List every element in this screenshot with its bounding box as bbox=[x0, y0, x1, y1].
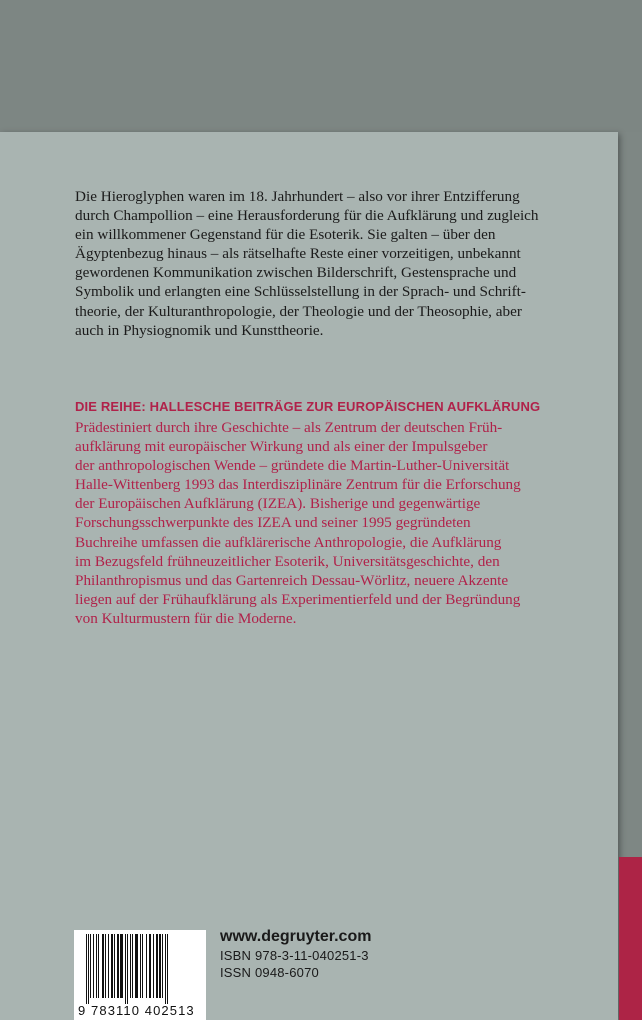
isbn-barcode bbox=[74, 930, 206, 1020]
accent-strip bbox=[619, 857, 642, 1020]
barcode-bar bbox=[137, 934, 138, 998]
barcode-bar bbox=[159, 934, 161, 998]
barcode-bar bbox=[93, 934, 94, 998]
barcode-bar bbox=[125, 934, 126, 1004]
barcode-bar bbox=[142, 934, 143, 998]
series-heading: DIE REIHE: HALLESCHE BEITRÄGE ZUR EUROPÄISCHEN AUFKLÄRUNG bbox=[75, 399, 541, 414]
series-description: Prädestiniert durch ihre Geschichte – als Zentrum der deutschen Früh- aufklärung mit europäischer Wirkung und als einer der Impulsgeber der anthropologischen Wende – gründete die Martin-Luther-Universität Halle-Wittenberg 1993 das Interdisziplinäre Zentrum für die Erforschung der Europäischen Aufklärung (IZEA). Bisherige und gegenwärtige Forschungsschwerpunkte des IZEA und seiner 1995 gegründeten Buchreihe umfassen die aufklärerische Anthropologie, die Aufklärung im Bezugsfeld frühneuzeitlicher Esoterik, Universitätsgeschichte, den Philanthropismus und das Gartenreich Dessau-Wörlitz, neuere Akzente liegen auf der Frühaufklärung als Experimentierfeld und der Begründung von Kulturmustern für die Moderne. bbox=[75, 419, 521, 627]
barcode-bar bbox=[156, 934, 158, 998]
barcode-bar bbox=[105, 934, 106, 998]
issn-number: ISSN 0948-6070 bbox=[220, 965, 319, 980]
barcode-bar bbox=[111, 934, 113, 998]
barcode-bar bbox=[165, 934, 166, 1004]
publisher-website[interactable]: www.degruyter.com bbox=[220, 928, 372, 945]
barcode-bar bbox=[96, 934, 97, 998]
barcode-bar bbox=[90, 934, 91, 998]
barcode-bar bbox=[127, 934, 128, 1004]
isbn-number: ISBN 978-3-11-040251-3 bbox=[220, 948, 369, 963]
barcode-bar bbox=[108, 934, 109, 998]
barcode-bar bbox=[117, 934, 119, 998]
barcode-bar bbox=[140, 934, 141, 998]
barcode-digits: 9 783110 402513 bbox=[78, 1003, 195, 1018]
barcode-bar bbox=[102, 934, 104, 998]
barcode-bar bbox=[135, 934, 137, 998]
publisher-info bbox=[220, 926, 371, 981]
barcode-bar bbox=[162, 934, 163, 998]
barcode-bar bbox=[114, 934, 115, 998]
top-band bbox=[0, 0, 642, 132]
barcode-bar bbox=[132, 934, 133, 998]
barcode-bar bbox=[167, 934, 168, 1004]
barcode-bar bbox=[146, 934, 147, 998]
barcode-bar bbox=[98, 934, 99, 998]
barcode-bar bbox=[153, 934, 154, 998]
barcode-bar bbox=[86, 934, 87, 1004]
barcode-bar bbox=[149, 934, 151, 998]
barcode-bar bbox=[122, 934, 123, 998]
book-description: Die Hieroglyphen waren im 18. Jahrhundert – also vor ihrer Entzifferung durch Champollion – eine Herausforderung für die Aufklärung und zugleich ein willkommener Gegenstand für die Esoterik. Sie galten – über den Ägyptenbezug hinaus – als rätselhafte Reste einer vorzeitigen, unbekannt gewordenen Kommunikation zwischen Bilderschrift, Gestensprache und Symbolik und erlangten eine Schlüsselstellung in der Sprach- und Schrift- theorie, der Kulturanthropologie, der Theologie und der Theosophie, aber auch in Physiognomik und Kunsttheorie. bbox=[75, 188, 539, 339]
barcode-bar bbox=[88, 934, 89, 1004]
barcode-bar bbox=[120, 934, 122, 998]
barcode-bar bbox=[130, 934, 131, 998]
